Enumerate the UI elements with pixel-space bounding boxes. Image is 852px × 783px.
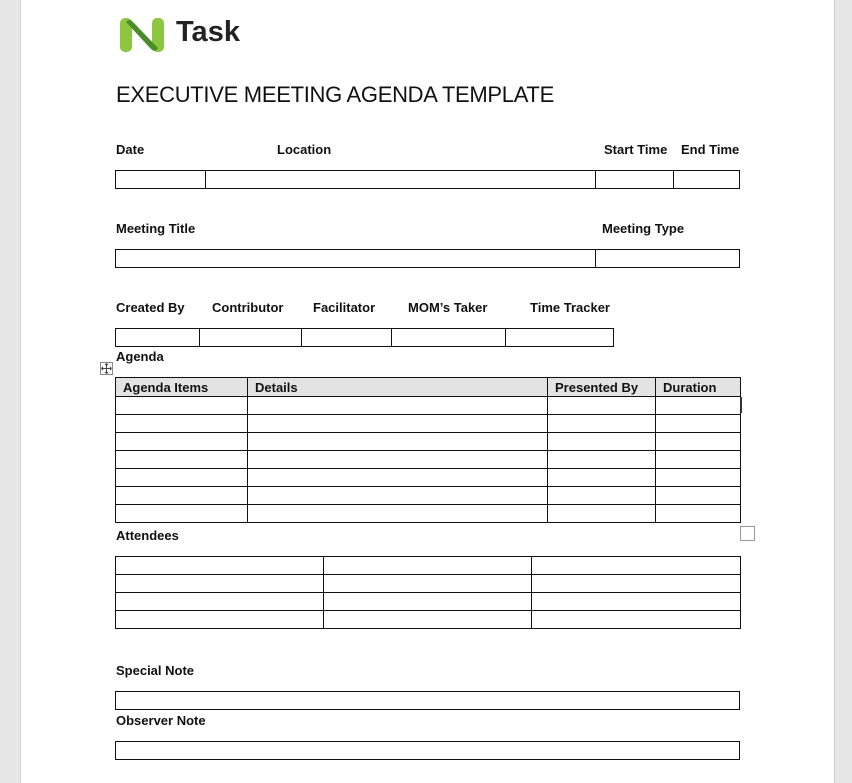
agenda-item-cell[interactable] (116, 397, 248, 415)
meeting-title-field[interactable] (116, 250, 594, 267)
date-field[interactable] (116, 171, 205, 188)
duration-cell[interactable] (656, 469, 741, 487)
agenda-item-cell[interactable] (116, 415, 248, 433)
mom-taker-field[interactable] (392, 329, 504, 346)
duration-cell[interactable] (656, 397, 741, 415)
table-row (116, 593, 741, 611)
document-page (20, 0, 835, 783)
attendee-cell[interactable] (532, 557, 741, 575)
presented-by-cell[interactable] (548, 469, 656, 487)
location-label: Location (277, 142, 332, 157)
attendee-cell[interactable] (116, 611, 324, 629)
start-time-label: Start Time (604, 142, 668, 157)
attendee-cell[interactable] (532, 593, 741, 611)
table-row (116, 611, 741, 629)
observer-note-field[interactable] (115, 741, 740, 760)
agenda-item-cell[interactable] (116, 451, 248, 469)
agenda-table (115, 377, 741, 523)
text-cursor (740, 397, 742, 413)
meeting-title-label: Meeting Title (116, 221, 196, 236)
presented-by-cell[interactable] (548, 451, 656, 469)
details-cell[interactable] (248, 505, 548, 523)
table-row (116, 505, 741, 523)
attendee-cell[interactable] (324, 575, 532, 593)
presented-by-cell[interactable] (548, 433, 656, 451)
attendees-section-label: Attendees (116, 528, 179, 543)
table-move-handle-icon[interactable] (100, 362, 113, 375)
attendee-cell[interactable] (116, 557, 324, 575)
agenda-header-row (116, 378, 741, 397)
table-row (116, 415, 741, 433)
time-tracker-label: Time Tracker (530, 300, 610, 315)
start-time-field[interactable] (596, 171, 673, 188)
facilitator-field[interactable] (302, 329, 390, 346)
duration-cell[interactable] (656, 433, 741, 451)
presented-by-cell[interactable] (548, 487, 656, 505)
table-row (116, 575, 741, 593)
meeting-type-label: Meeting Type (602, 221, 685, 236)
details-cell[interactable] (248, 469, 548, 487)
attendee-cell[interactable] (116, 593, 324, 611)
details-cell[interactable] (248, 487, 548, 505)
table-row (116, 451, 741, 469)
table-row (116, 487, 741, 505)
table-resize-handle[interactable] (740, 526, 755, 541)
duration-cell[interactable] (656, 415, 741, 433)
duration-cell[interactable] (656, 505, 741, 523)
details-cell[interactable] (248, 451, 548, 469)
contributor-field[interactable] (200, 329, 300, 346)
date-label: Date (116, 142, 145, 157)
presented-by-cell[interactable] (548, 415, 656, 433)
table-row (116, 557, 741, 575)
attendee-cell[interactable] (532, 611, 741, 629)
special-note-field[interactable] (115, 691, 740, 710)
location-field[interactable] (206, 171, 595, 188)
details-cell[interactable] (248, 415, 548, 433)
presented-by-cell[interactable] (548, 505, 656, 523)
attendee-cell[interactable] (532, 575, 741, 593)
agenda-items-column-header: Agenda Items (116, 378, 248, 397)
created-by-label: Created By (116, 300, 185, 315)
details-column-header: Details (248, 378, 548, 397)
agenda-item-cell[interactable] (116, 487, 248, 505)
table-row (116, 433, 741, 451)
attendees-table (115, 556, 741, 629)
table-row (116, 397, 741, 415)
duration-cell[interactable] (656, 487, 741, 505)
attendee-cell[interactable] (324, 557, 532, 575)
duration-cell[interactable] (656, 451, 741, 469)
agenda-item-cell[interactable] (116, 505, 248, 523)
agenda-section-label: Agenda (116, 349, 164, 364)
table-row (116, 469, 741, 487)
observer-note-label: Observer Note (116, 713, 206, 728)
document-title: EXECUTIVE MEETING AGENDA TEMPLATE (116, 82, 554, 107)
end-time-label: End Time (681, 142, 740, 157)
special-note-label: Special Note (116, 663, 195, 678)
presented-by-column-header: Presented By (548, 378, 656, 397)
details-cell[interactable] (248, 433, 548, 451)
facilitator-label: Facilitator (313, 300, 376, 315)
created-by-field[interactable] (116, 329, 198, 346)
details-cell[interactable] (248, 397, 548, 415)
end-time-field[interactable] (674, 171, 739, 188)
ntask-logo-icon (119, 16, 165, 54)
duration-column-header: Duration (656, 378, 741, 397)
agenda-item-cell[interactable] (116, 469, 248, 487)
attendee-cell[interactable] (324, 611, 532, 629)
attendee-cell[interactable] (116, 575, 324, 593)
presented-by-cell[interactable] (548, 397, 656, 415)
time-tracker-field[interactable] (506, 329, 613, 346)
contributor-label: Contributor (212, 300, 284, 315)
mom-taker-label: MOM’s Taker (408, 300, 488, 315)
meeting-type-field[interactable] (596, 250, 739, 267)
attendee-cell[interactable] (324, 593, 532, 611)
brand-name: Task (176, 16, 240, 48)
agenda-item-cell[interactable] (116, 433, 248, 451)
